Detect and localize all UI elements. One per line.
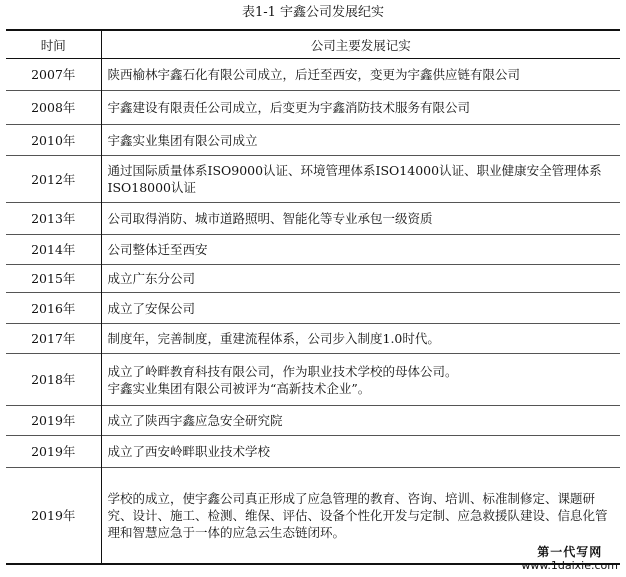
row-event: 通过国际质量体系ISO9000认证、环境管理体系ISO14000认证、职业健康安全管理体系ISO18000认证: [101, 156, 620, 203]
row-year: 2019年: [6, 468, 101, 564]
table-row: [6, 324, 620, 354]
row-event: 成立了西安岭畔职业技术学校: [101, 436, 620, 468]
row-event: 陕西榆林宇鑫石化有限公司成立，后迁至西安，变更为宇鑫供应链有限公司: [101, 59, 620, 91]
table-row: [6, 125, 620, 156]
header-year: 时间: [6, 30, 101, 59]
row-year: 2007年: [6, 59, 101, 91]
table-row: [6, 436, 620, 468]
row-event: 公司整体迁至西安: [101, 235, 620, 265]
row-event: 成立了陕西宇鑫应急安全研究院: [101, 406, 620, 436]
row-event: 成立广东分公司: [101, 265, 620, 293]
table-caption: 表1-1 宇鑫公司发展纪实: [241, 5, 385, 20]
row-year: 2017年: [6, 324, 101, 354]
row-event: 制度年，完善制度，重建流程体系，公司步入制度1.0时代。: [101, 324, 620, 354]
row-event-line: 成立了岭畔教育科技有限公司，作为职业技术学校的母体公司。: [107, 363, 458, 379]
row-year: 2019年: [6, 406, 101, 436]
table-row: [6, 265, 620, 293]
watermark-name: 第一代写网: [537, 545, 603, 559]
watermark-url: www.1daixie.com: [521, 559, 618, 572]
row-year: 2013年: [6, 203, 101, 235]
row-event: 公司取得消防、城市道路照明、智能化等专业承包一级资质: [101, 203, 620, 235]
header-event: 公司主要发展记实: [101, 30, 620, 59]
table-row: [6, 203, 620, 235]
row-event: 成立了安保公司: [101, 293, 620, 324]
table-header-row: [6, 30, 620, 59]
company-history-table: [6, 29, 620, 565]
row-year: 2016年: [6, 293, 101, 324]
row-year: 2014年: [6, 235, 101, 265]
row-year: 2010年: [6, 125, 101, 156]
row-event: 宇鑫实业集团有限公司成立: [101, 125, 620, 156]
row-year: 2015年: [6, 265, 101, 293]
row-year: 2008年: [6, 91, 101, 125]
row-event: 学校的成立，使宇鑫公司真正形成了应急管理的教育、咨询、培训、标准制修定、课题研究、设计、施工、检测、维保、评估、设备个性化开发与定制、应急救援队建设、信息化管理和智慧应急于一体的应急云生态链闭环。: [101, 468, 620, 564]
table-row: [6, 235, 620, 265]
watermark: [521, 545, 618, 573]
table-row: [6, 91, 620, 125]
table-row: [6, 354, 620, 406]
row-event-line: 宇鑫实业集团有限公司被评为“高新技术企业”。: [107, 380, 371, 396]
table-row: [6, 59, 620, 91]
table-row: [6, 156, 620, 203]
table-row: [6, 293, 620, 324]
row-event: 宇鑫建设有限责任公司成立，后变更为宇鑫消防技术服务有限公司: [101, 91, 620, 125]
row-event: [101, 354, 620, 406]
row-year: 2018年: [6, 354, 101, 406]
table-row: [6, 406, 620, 436]
row-year: 2012年: [6, 156, 101, 203]
row-year: 2019年: [6, 436, 101, 468]
